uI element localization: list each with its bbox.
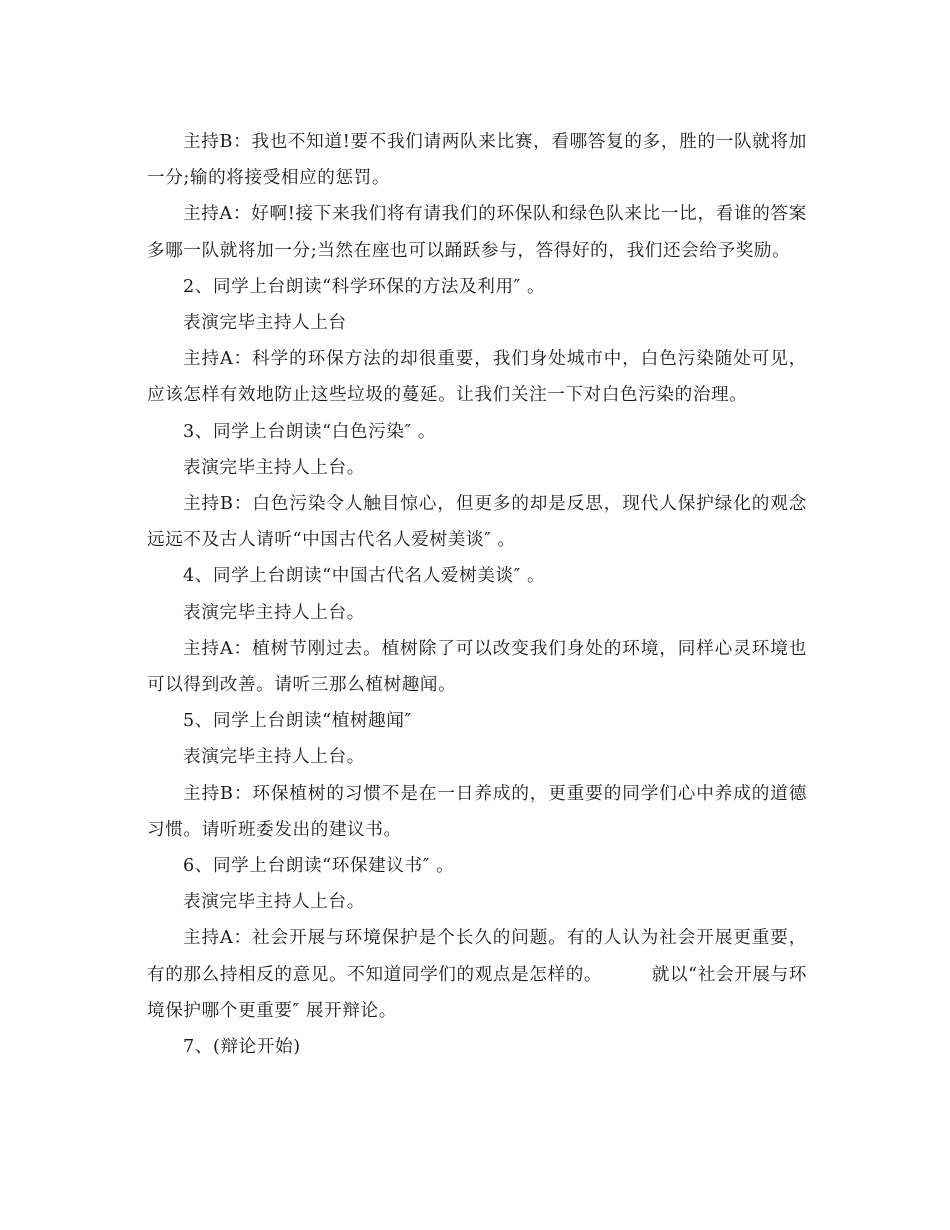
paragraph-host-enters: 表演完毕主持人上台。 <box>183 892 365 913</box>
paragraph-host-b-habits: 主持B：环保植树的习惯不是在一日养成的，更重要的同学们心中养成的道德习惯。请听班委发出的建议书。 <box>147 783 807 840</box>
paragraph-host-enters: 表演完毕主持人上台。 <box>183 602 365 623</box>
document-body <box>147 124 807 1065</box>
paragraph-item-7: 7、(辩论开始) <box>183 1037 301 1058</box>
paragraph-host-a-debate: 主持A：社会开展与环境保护是个长久的问题。有的人认为社会开展更重要，有的那么持相反的意见。不知道同学们的观点是怎样的。 就以“社会开展与环境保护哪个更重要″ 展开辩论。 <box>147 928 807 1021</box>
paragraph-host-a-white-pollution: 主持A：科学的环保方法的却很重要，我们身处城市中，白色污染随处可见，应该怎样有效地防止这些垃圾的蔓延。让我们关注一下对白色污染的治理。 <box>147 349 807 406</box>
paragraph-item-3: 3、同学上台朗读“白色污染″ 。 <box>183 421 437 442</box>
paragraph-host-b-competition: 主持B：我也不知道!要不我们请两队来比赛，看哪答复的多，胜的一队就将加一分;输的将接受相应的惩罚。 <box>147 132 807 189</box>
paragraph-host-a-teams: 主持A：好啊!接下来我们将有请我们的环保队和绿色队来比一比，看谁的答案多哪一队就将加一分;当然在座也可以踊跃参与，答得好的，我们还会给予奖励。 <box>147 204 807 261</box>
paragraph-host-enters: 表演完毕主持人上台 <box>183 313 347 334</box>
paragraph-item-6: 6、同学上台朗读“环保建议书″ 。 <box>183 856 455 877</box>
paragraph-item-5: 5、同学上台朗读“植树趣闻″ <box>183 711 412 732</box>
paragraph-item-2: 2、同学上台朗读“科学环保的方法及利用″ 。 <box>183 276 546 297</box>
paragraph-item-4: 4、同学上台朗读“中国古代名人爱树美谈″ 。 <box>183 566 546 587</box>
paragraph-host-enters: 表演完毕主持人上台。 <box>183 747 365 768</box>
paragraph-host-b-reflection: 主持B：白色污染令人触目惊心，但更多的却是反思，现代人保护绿化的观念远远不及古人请听“中国古代名人爱树美谈″ 。 <box>147 494 807 551</box>
paragraph-host-enters: 表演完毕主持人上台。 <box>183 457 365 478</box>
paragraph-host-a-arbor-day: 主持A：植树节刚过去。植树除了可以改变我们身处的环境，同样心灵环境也可以得到改善。请听三那么植树趣闻。 <box>147 638 807 696</box>
